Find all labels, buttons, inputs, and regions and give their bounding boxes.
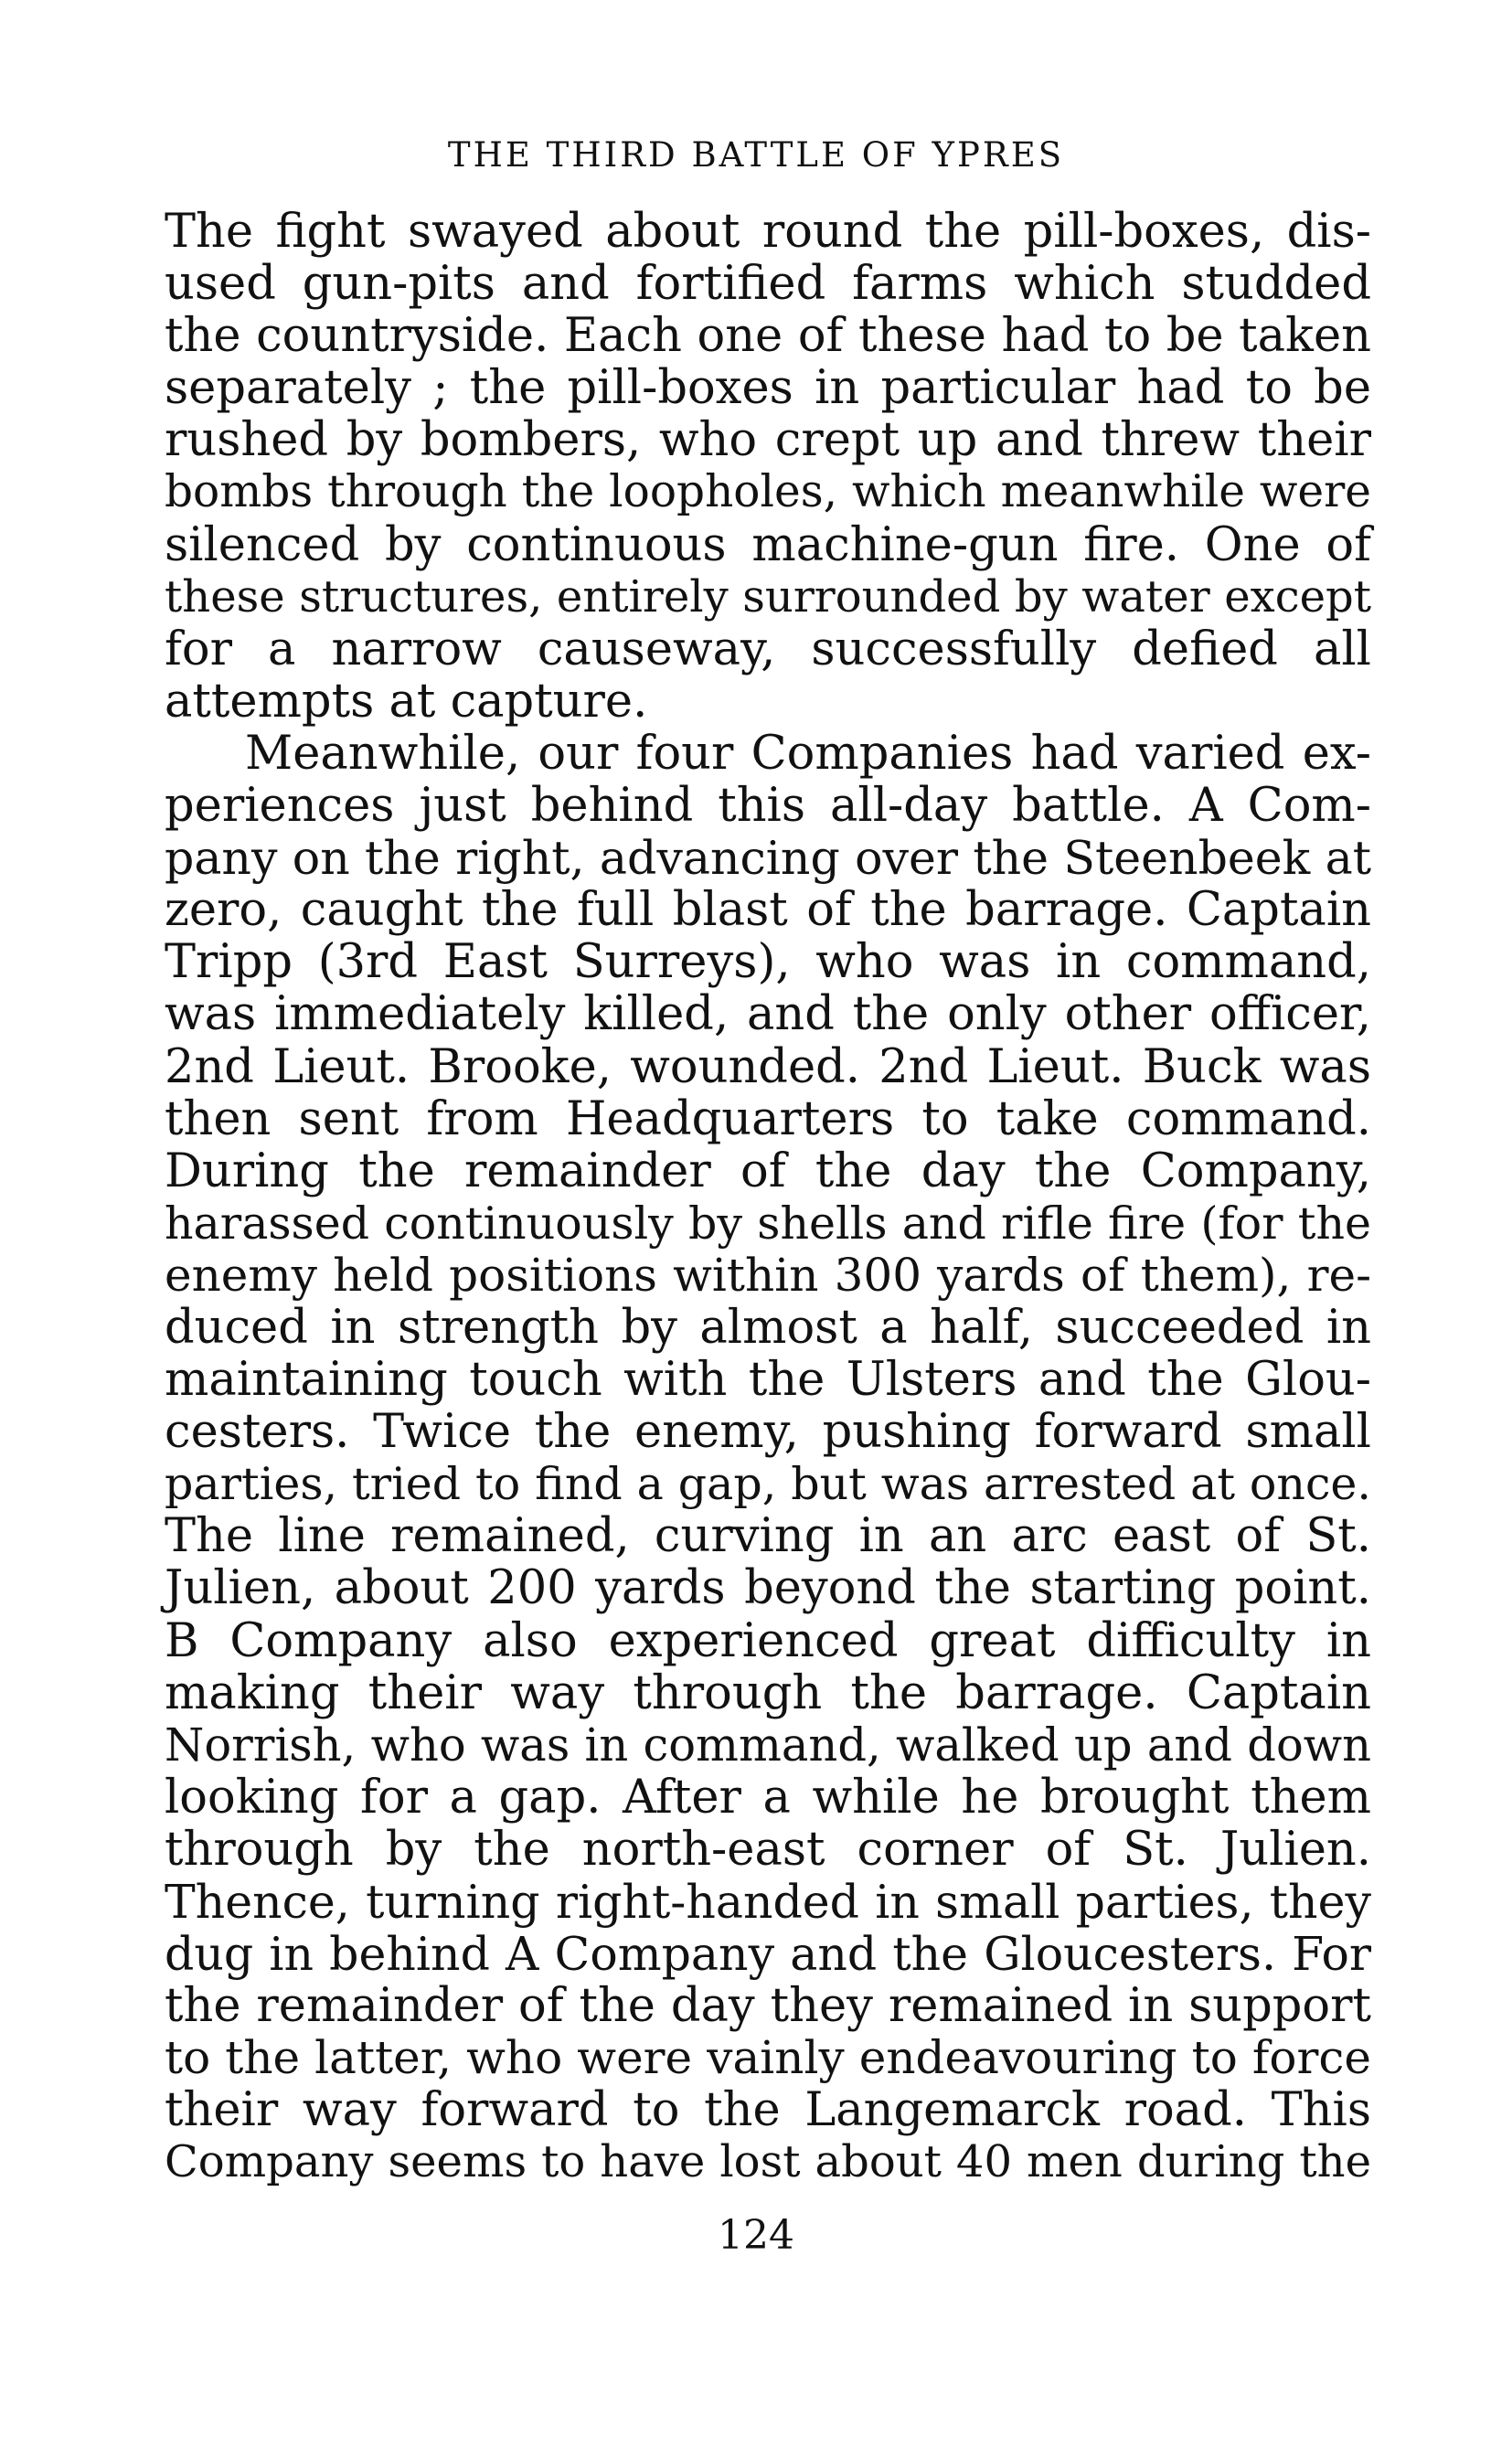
text-line: to the latter, who were vainly endeavouring to force: [165, 2031, 1371, 2085]
text-line: 2nd Lieut. Brooke, wounded. 2nd Lieut. Buck was: [165, 1039, 1371, 1094]
text-line: silenced by continuous machine-gun fire. One of: [165, 517, 1371, 572]
text-line: harassed continuously by shells and rifle fire (for the: [165, 1197, 1371, 1250]
text-line: used gun-pits and fortified farms which studded: [165, 257, 1371, 312]
text-line: was immediately killed, and the only other officer,: [165, 987, 1371, 1042]
text-line: duced in strength by almost a half, succeeded in: [165, 1300, 1371, 1355]
text-line: periences just behind this all-day battle. A Com-: [165, 779, 1371, 834]
text-line: rushed by bombers, who crept up and threw their: [165, 413, 1371, 468]
text-line: The line remained, curving in an arc east of St.: [165, 1509, 1371, 1564]
text-line: The fight swayed about round the pill-boxes, dis-: [165, 205, 1371, 259]
text-line: Company seems to have lost about 40 men during the: [165, 2136, 1371, 2188]
text-line: Norrish, who was in command, walked up and down: [165, 1718, 1371, 1772]
page-number: 124: [718, 2212, 794, 2259]
text-line: parties, tried to find a gap, but was arrested at once.: [165, 1458, 1371, 1511]
text-line: dug in behind A Company and the Gloucesters. For: [165, 1927, 1371, 1982]
text-line: bombs through the loopholes, which meanwhile were: [165, 466, 1371, 518]
text-line: making their way through the barrage. Captain: [165, 1665, 1371, 1720]
text-line: enemy held positions within 300 yards of them), re-: [165, 1248, 1371, 1302]
text-line: pany on the right, advancing over the Steenbeek at: [165, 831, 1371, 886]
text-line: maintaining touch with the Ulsters and the Glou-: [165, 1353, 1371, 1408]
text-line: Julien, about 200 yards beyond the starting point.: [165, 1561, 1371, 1616]
text-line: these structures, entirely surrounded by water except: [165, 570, 1371, 622]
text-line: looking for a gap. After a while he brought them: [165, 1770, 1371, 1825]
text-line: cesters. Twice the enemy, pushing forward small: [165, 1405, 1371, 1460]
text-line: the remainder of the day they remained in support: [165, 1979, 1371, 2034]
text-line: zero, caught the full blast of the barrage. Captain: [165, 883, 1371, 938]
text-line: through by the north-east corner of St. Julien.: [165, 1822, 1371, 1877]
running-head: THE THIRD BATTLE OF YPRES: [447, 135, 1065, 175]
text-line: Thence, turning right-handed in small parties, they: [165, 1875, 1371, 1929]
text-line: the countryside. Each one of these had to be taken: [165, 309, 1371, 364]
text-line-paragraph-start: Meanwhile, our four Companies had varied ex-: [245, 726, 1371, 781]
text-line: their way forward to the Langemarck road. This: [165, 2083, 1371, 2138]
text-line: attempts at capture.: [165, 674, 648, 729]
text-line: Tripp (3rd East Surreys), who was in command,: [165, 935, 1371, 990]
body-text: [165, 206, 1371, 2189]
text-line: separately ; the pill-boxes in particular had to be: [165, 361, 1371, 416]
text-line: During the remainder of the day the Company,: [165, 1144, 1371, 1198]
text-line: for a narrow causeway, successfully defied all: [165, 622, 1371, 676]
text-line: then sent from Headquarters to take command.: [165, 1091, 1371, 1146]
text-line: B Company also experienced great difficulty in: [165, 1613, 1371, 1668]
